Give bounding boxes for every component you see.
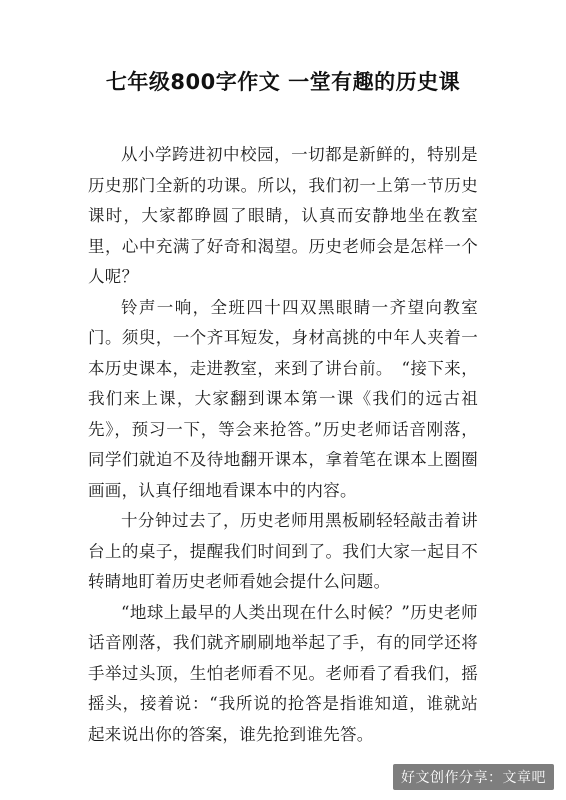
paragraph-3: 十分钟过去了，历史老师用黑板刷轻轻敲击着讲台上的桌子，提醒我们时间到了。我们大家一起目不转睛地盯着历史老师看她会提什么问题。: [88, 511, 478, 591]
paragraph-4: “地球上最早的人类出现在什么时候？”历史老师话音刚落，我们就齐刷刷地举起了手，有的同学还将手举过头顶，生怕老师看不见。老师看了看我们，摇摇头，接着说：“我所说的抢答是指谁知道，谁就站起来说出你的答案，谁先抢到谁先答。: [88, 602, 478, 744]
article-body: [88, 140, 478, 750]
watermark-label: 好文创作分享：文章吧: [393, 764, 554, 790]
paragraph-2: 铃声一响，全班四十四双黑眼睛一齐望向教室门。须臾，一个齐耳短发，身材高挑的中年人夹着一本历史课本，走进教室，来到了讲台前。 “接下来，我们来上课，大家翻到课本第一课《我们的远古祖先》，预习一下，等会来抢答。”历史老师话音刚落，同学们就迫不及待地翻开课本，拿着笔在课本上圈圈画画，认真仔细地看课本中的内容。: [88, 297, 478, 500]
page-title: 七年级800字作文 一堂有趣的历史课: [105, 70, 461, 94]
paragraph-1: 从小学跨进初中校园，一切都是新鲜的，特别是历史那门全新的功课。所以，我们初一上第一节历史课时，大家都睁圆了眼睛，认真而安静地坐在教室里，心中充满了好奇和渴望。历史老师会是怎样一个人呢？: [88, 145, 478, 286]
